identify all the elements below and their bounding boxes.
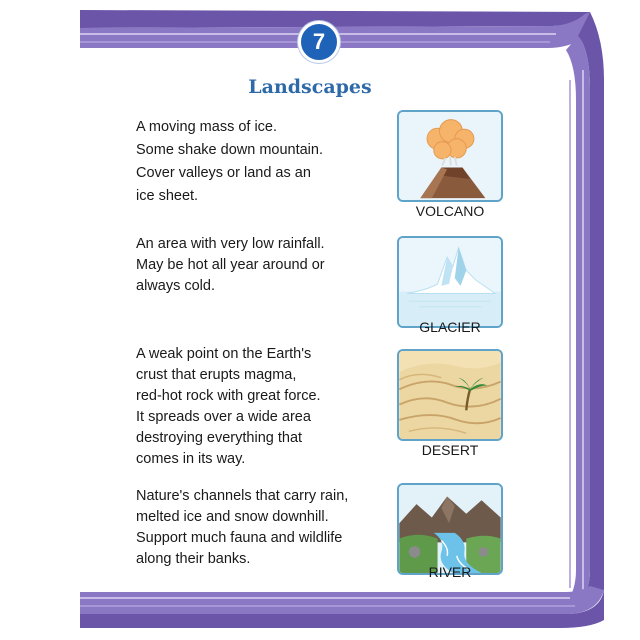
description-line: crust that erupts magma, xyxy=(136,367,297,383)
desert-icon xyxy=(399,351,501,439)
description-line: comes in its way. xyxy=(136,451,246,467)
description-1 xyxy=(136,116,376,208)
volcano-card xyxy=(397,110,503,202)
glacier-label: GLACIER xyxy=(419,319,481,335)
description-line: Nature's channels that carry rain, xyxy=(136,488,349,504)
description-line: Support much fauna and wildlife xyxy=(136,530,343,546)
page-number-badge: 7 xyxy=(298,21,340,63)
volcano-icon xyxy=(399,112,501,200)
description-3 xyxy=(136,344,376,470)
description-line: destroying everything that xyxy=(136,430,303,446)
description-line: It spreads over a wide area xyxy=(136,409,311,425)
desert-card xyxy=(397,349,503,441)
description-line: melted ice and snow downhill. xyxy=(136,509,329,525)
glacier-icon xyxy=(399,238,501,326)
volcano-label: VOLCANO xyxy=(415,203,485,219)
description-4 xyxy=(136,486,376,570)
description-line: along their banks. xyxy=(136,551,251,567)
description-line: A moving mass of ice. xyxy=(136,119,278,135)
river-icon xyxy=(399,485,501,573)
description-line: red-hot rock with great force. xyxy=(136,388,321,404)
glacier-card xyxy=(397,236,503,328)
river-card xyxy=(397,483,503,575)
description-line: May be hot all year around or xyxy=(136,257,325,273)
description-line: Some shake down mountain. xyxy=(136,142,323,158)
river-label: RIVER xyxy=(428,564,472,580)
description-2 xyxy=(136,234,376,297)
description-line: ice sheet. xyxy=(136,188,199,204)
description-line: Cover valleys or land as an xyxy=(136,165,311,181)
description-line: A weak point on the Earth's xyxy=(136,346,312,362)
description-line: An area with very low rainfall. xyxy=(136,236,325,252)
desert-label: DESERT xyxy=(421,442,479,458)
page-title: Landscapes xyxy=(248,76,372,98)
description-line: always cold. xyxy=(136,278,215,294)
